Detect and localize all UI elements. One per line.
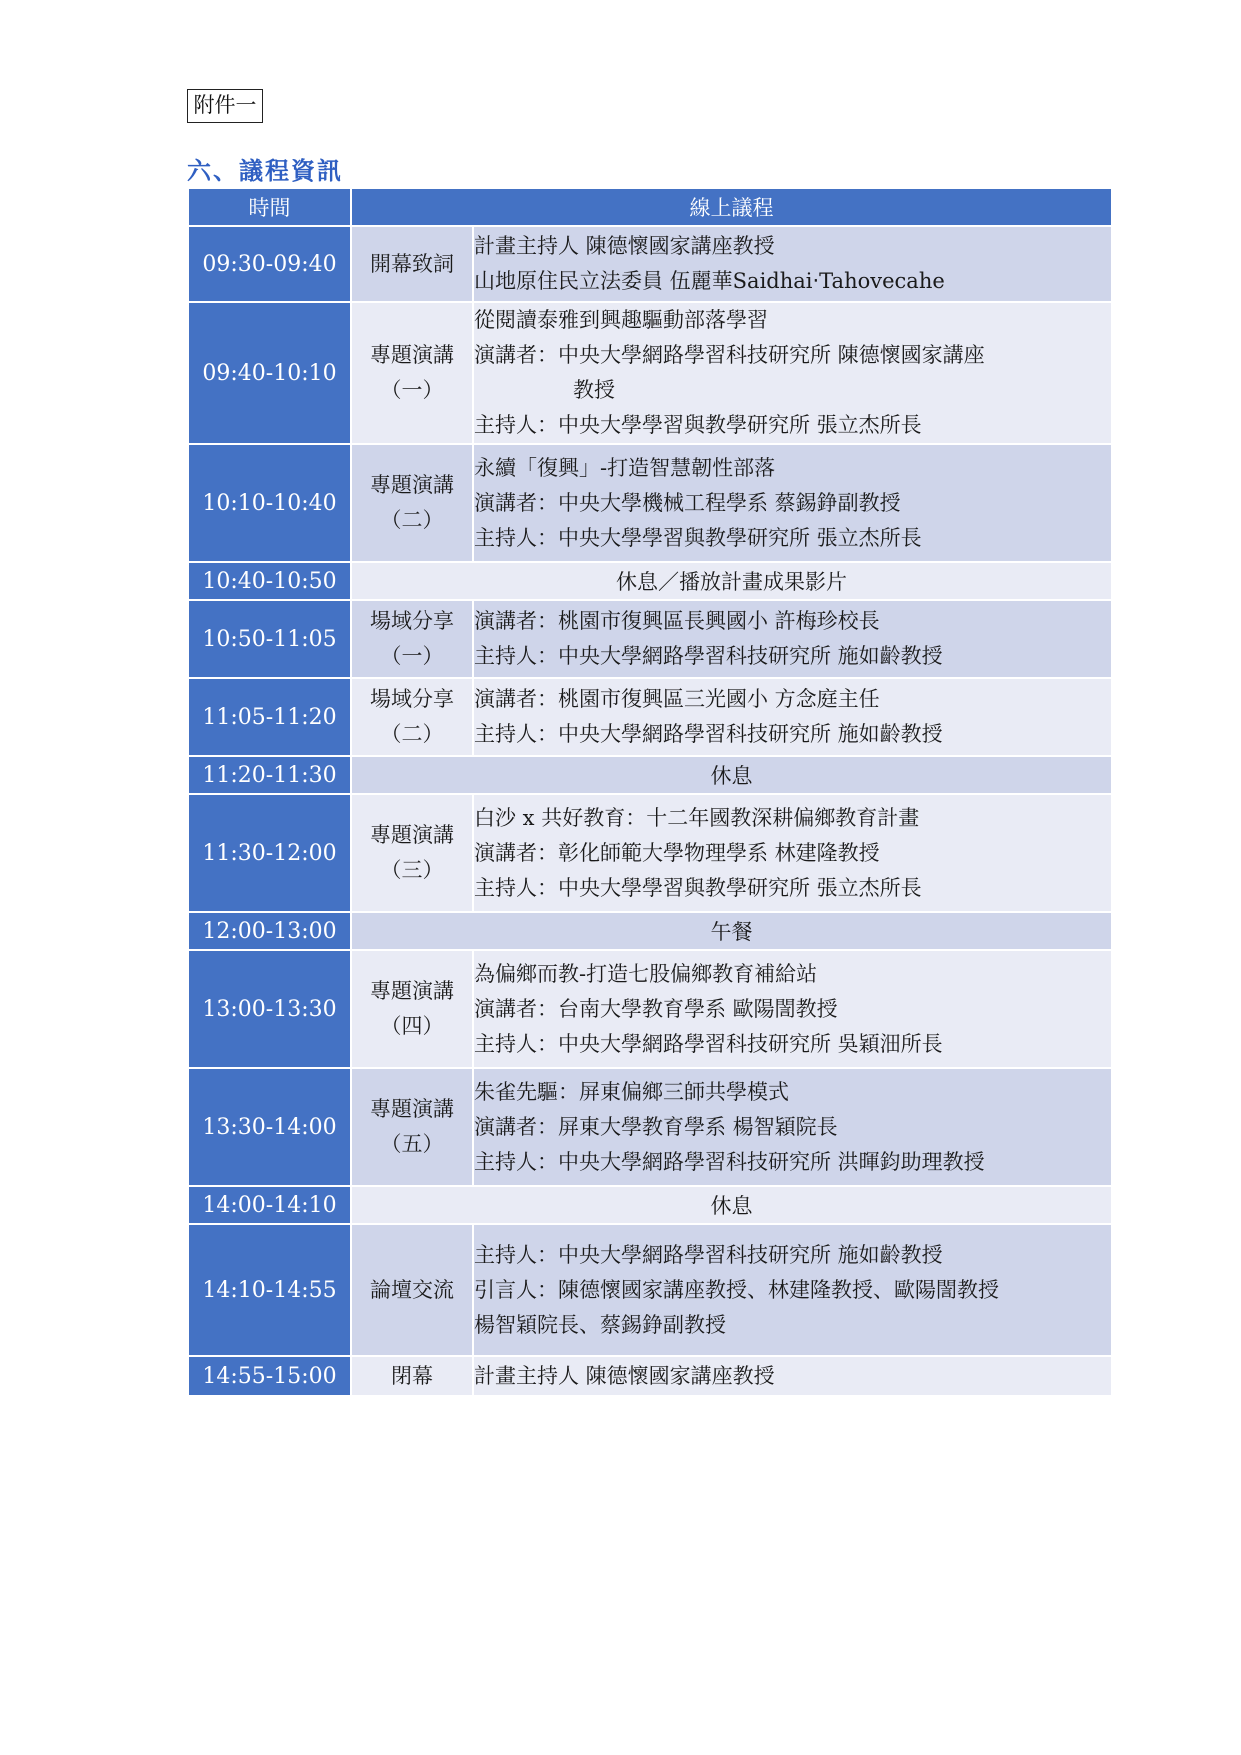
session-type-label: 專題演講 xyxy=(370,343,454,367)
detail-line: 為偏鄉而教-打造七股偏鄉教育補給站 xyxy=(474,961,818,986)
session-details xyxy=(473,600,1112,678)
session-type-label: 場域分享 xyxy=(370,687,454,711)
detail-line: 白沙 x 共好教育：十二年國教深耕偏鄉教育計畫 xyxy=(474,805,920,830)
session-type xyxy=(351,1356,473,1396)
detail-line: 山地原住民立法委員 伍麗華Saidhai‧Tahovecahe xyxy=(474,269,945,293)
header-time: 時間 xyxy=(188,188,351,226)
detail-line: 主持人：中央大學網路學習科技研究所 吳穎沺所長 xyxy=(474,1031,943,1056)
detail-line: 計畫主持人 陳德懷國家講座教授 xyxy=(474,234,775,258)
session-time: 10:50-11:05 xyxy=(188,600,351,678)
session-type xyxy=(351,600,473,678)
session-time: 09:30-09:40 xyxy=(188,226,351,302)
table-row xyxy=(188,1068,1112,1186)
session-details xyxy=(473,226,1112,302)
session-type-label: 閉幕 xyxy=(391,1363,433,1388)
detail-line: 主持人：中央大學網路學習科技研究所 施如齡教授 xyxy=(474,722,943,746)
session-details xyxy=(473,678,1112,756)
detail-line: 主持人：中央大學學習與教學研究所 張立杰所長 xyxy=(474,413,922,437)
detail-line: 演講者：彰化師範大學物理學系 林建隆教授 xyxy=(474,840,880,865)
session-time: 14:00-14:10 xyxy=(188,1186,351,1224)
table-row xyxy=(188,756,1112,794)
detail-line: 楊智穎院長、蔡錫錚副教授 xyxy=(474,1312,726,1337)
break-label: 午餐 xyxy=(351,912,1112,950)
session-details xyxy=(473,794,1112,912)
table-row xyxy=(188,226,1112,302)
session-type xyxy=(351,1068,473,1186)
detail-line: 朱雀先驅：屏東偏鄉三師共學模式 xyxy=(474,1079,789,1104)
session-type-label: 專題演講 xyxy=(370,473,454,497)
agenda-table xyxy=(187,187,1113,1397)
session-type-number: （二） xyxy=(380,722,444,746)
session-type-number: （一） xyxy=(380,378,444,402)
session-type xyxy=(351,794,473,912)
session-type xyxy=(351,950,473,1068)
session-time: 14:10-14:55 xyxy=(188,1224,351,1356)
table-row xyxy=(188,302,1112,444)
session-time: 11:05-11:20 xyxy=(188,678,351,756)
detail-line: 演講者：中央大學網路學習科技研究所 陳德懷國家講座 xyxy=(474,343,985,367)
session-time: 11:20-11:30 xyxy=(188,756,351,794)
detail-line: 主持人：中央大學學習與教學研究所 張立杰所長 xyxy=(474,525,922,550)
session-type xyxy=(351,302,473,444)
detail-line: 演講者：桃園市復興區長興國小 許梅珍校長 xyxy=(474,609,880,633)
detail-line: 永續「復興」-打造智慧韌性部落 xyxy=(474,455,776,480)
session-time: 14:55-15:00 xyxy=(188,1356,351,1396)
header-agenda: 線上議程 xyxy=(351,188,1112,226)
annex-label: 附件一 xyxy=(187,89,263,123)
session-type xyxy=(351,678,473,756)
detail-line: 從閱讀泰雅到興趣驅動部落學習 xyxy=(474,308,768,332)
session-time: 09:40-10:10 xyxy=(188,302,351,444)
detail-line: 演講者：桃園市復興區三光國小 方念庭主任 xyxy=(474,687,880,711)
table-row xyxy=(188,794,1112,912)
session-details xyxy=(473,950,1112,1068)
session-time: 13:30-14:00 xyxy=(188,1068,351,1186)
detail-line: 主持人：中央大學網路學習科技研究所 施如齡教授 xyxy=(474,1242,943,1267)
session-details xyxy=(473,1224,1112,1356)
table-row xyxy=(188,562,1112,600)
session-type xyxy=(351,444,473,562)
session-type-label: 論壇交流 xyxy=(370,1277,454,1302)
detail-line: 演講者：台南大學教育學系 歐陽誾教授 xyxy=(474,996,838,1021)
session-details xyxy=(473,302,1112,444)
session-time: 11:30-12:00 xyxy=(188,794,351,912)
session-time: 13:00-13:30 xyxy=(188,950,351,1068)
table-row xyxy=(188,600,1112,678)
session-details xyxy=(473,1068,1112,1186)
table-row xyxy=(188,950,1112,1068)
detail-line: 引言人：陳德懷國家講座教授、林建隆教授、歐陽誾教授 xyxy=(474,1277,999,1302)
session-type xyxy=(351,1224,473,1356)
detail-line: 主持人：中央大學網路學習科技研究所 洪暉鈞助理教授 xyxy=(474,1149,985,1174)
session-details xyxy=(473,444,1112,562)
session-details xyxy=(473,1356,1112,1396)
detail-line: 教授 xyxy=(573,378,615,402)
session-time: 10:40-10:50 xyxy=(188,562,351,600)
session-type-label: 開幕致詞 xyxy=(370,251,454,276)
break-label: 休息 xyxy=(351,1186,1112,1224)
session-type-label: 場域分享 xyxy=(370,609,454,633)
session-type-label: 專題演講 xyxy=(370,979,454,1003)
table-row xyxy=(188,912,1112,950)
table-row xyxy=(188,444,1112,562)
detail-line: 計畫主持人 陳德懷國家講座教授 xyxy=(474,1363,775,1388)
table-row xyxy=(188,1186,1112,1224)
break-label: 休息 xyxy=(351,756,1112,794)
session-time: 10:10-10:40 xyxy=(188,444,351,562)
session-type-number: （一） xyxy=(380,644,444,668)
detail-line: 演講者：屏東大學教育學系 楊智穎院長 xyxy=(474,1114,838,1139)
detail-line: 主持人：中央大學學習與教學研究所 張立杰所長 xyxy=(474,875,922,900)
session-time: 12:00-13:00 xyxy=(188,912,351,950)
section-title: 六、議程資訊 xyxy=(187,156,343,185)
detail-line: 演講者：中央大學機械工程學系 蔡錫錚副教授 xyxy=(474,490,901,515)
table-row xyxy=(188,678,1112,756)
session-type-number: （五） xyxy=(380,1132,444,1156)
session-type xyxy=(351,226,473,302)
break-label: 休息／播放計畫成果影片 xyxy=(351,562,1112,600)
table-row xyxy=(188,1224,1112,1356)
detail-line: 主持人：中央大學網路學習科技研究所 施如齡教授 xyxy=(474,644,943,668)
session-type-label: 專題演講 xyxy=(370,823,454,847)
table-row xyxy=(188,1356,1112,1396)
session-type-number: （四） xyxy=(380,1014,444,1038)
session-type-label: 專題演講 xyxy=(370,1097,454,1121)
session-type-number: （三） xyxy=(380,858,444,882)
session-type-number: （二） xyxy=(380,508,444,532)
